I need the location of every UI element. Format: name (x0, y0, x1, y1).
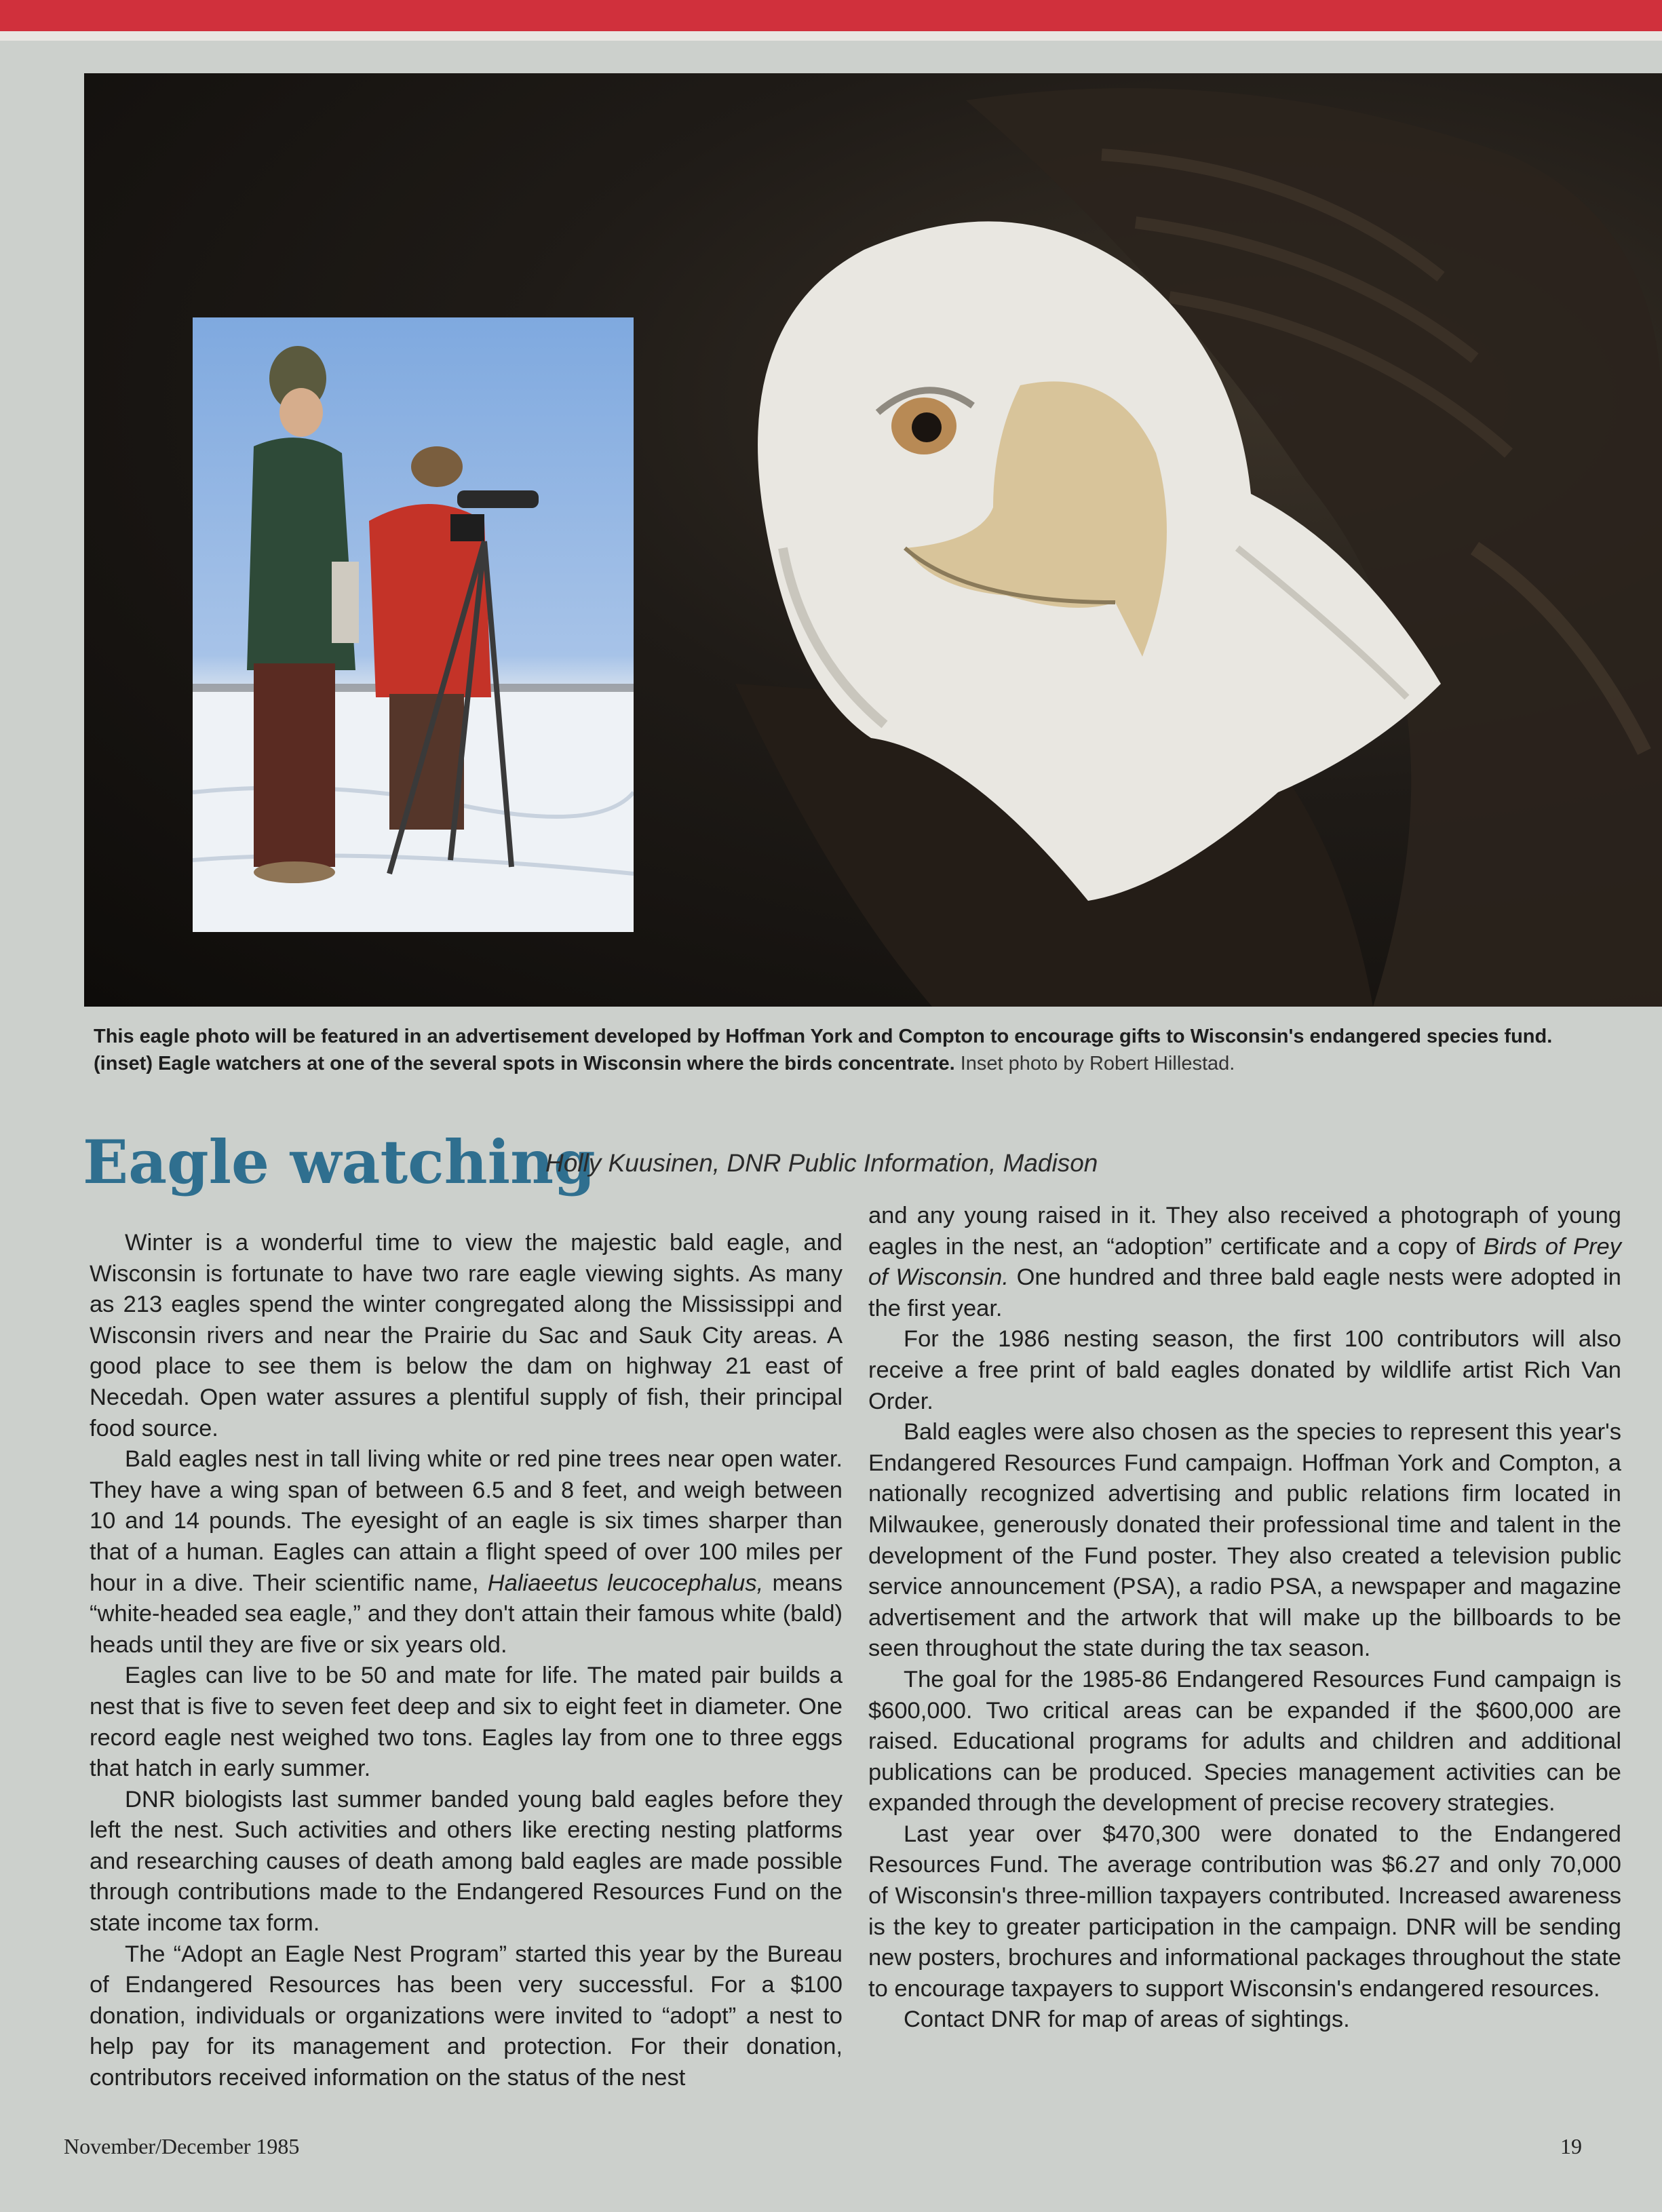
photo-credit: Inset photo by Robert Hillestad. (960, 1053, 1235, 1074)
article-column-right (868, 1201, 1621, 2036)
eagle-photo (84, 73, 1662, 1007)
paragraph: For the 1986 nesting season, the first 100 contributors will also receive a free print of bald eagles donated by wildlife artist Rich Van Order. (868, 1326, 1621, 1414)
top-color-bar (0, 0, 1662, 31)
paragraph: Eagles can live to be 50 and mate for life. The mated pair builds a nest that is five to seven feet deep and six to eight feet in diameter. One record eagle nest weighed two tons. Eagles lay from one to three eggs that hatch in early summer. (90, 1663, 843, 1782)
paragraph: The goal for the 1985-86 Endangered Resources Fund campaign is $600,000. Two critical areas can be expanded if the $600,000 are raised. Educational programs for adults and children and additional publications can be produced. Species management activities can be expanded through the development of precise recovery strategies. (868, 1666, 1621, 1817)
paragraph: Winter is a wonderful time to view the majestic bald eagle, and Wisconsin is fortunate to have two rare eagle viewing sights. As many as 213 eagles spend the winter congregated along the Mississippi and Wisconsin rivers and near the Prairie du Sac and Sauk City areas. A good place to see them is below the dam on highway 21 east of Necedah. Open water assures a plentiful supply of fish, their principal food source. (90, 1230, 843, 1441)
photo-caption (94, 1023, 1586, 1077)
paragraph: The “Adopt an Eagle Nest Program” started this year by the Bureau of Endangered Resources has been very successful. For a $100 donation, individuals or organizations were invited to “adopt” a nest to help pay for its management and protection. For their donation, contributors received information on the status of the nest (90, 1941, 843, 2091)
article-title: Eagle watching (83, 1127, 596, 1197)
top-white-band (0, 31, 1662, 41)
paragraph: and any young raised in it. They also received a photograph of young eagles in the nest, an “adoption” certificate and a copy of Birds of Prey of Wisconsin. One hundred and three bald eagle nests were adopted in the first year. (868, 1203, 1621, 1321)
paragraph: DNR biologists last summer banded young bald eagles before they left the nest. Such activities and others like erecting nesting platforms and researching causes of death among bald eagles are made possible through contributions made to the Endangered Resources Fund on the state income tax form. (90, 1786, 843, 1937)
page-number: 19 (1560, 2134, 1582, 2158)
issue-date: November/December 1985 (64, 2134, 300, 2158)
eagle-watchers-illustration (193, 317, 634, 932)
inset-photo-eagle-watchers (193, 317, 634, 932)
article-column-left (90, 1228, 843, 2094)
paragraph: Bald eagles were also chosen as the species to represent this year's Endangered Resources Fund campaign. Hoffman York and Compton, a nationally recognized advertising and public relations firm located in Milwaukee, generously donated their professional time and talent in the development of the Fund poster. They also created a television public service announcement (PSA), a radio PSA, a newspaper and magazine advertisement and the artwork that will make up the billboards to be seen throughout the state during the tax season. (868, 1419, 1621, 1662)
paragraph: Contact DNR for map of areas of sightings. (904, 2006, 1350, 2033)
book-title: Birds of Prey of Wisconsin. (868, 1233, 1621, 1291)
caption-text: This eagle photo will be featured in an advertisement developed by Hoffman York and Compton to encourage gifts to Wisconsin's endangered species fund. (inset) Eagle watchers at one of the several spots in Wisconsin where the birds concentrate. (94, 1026, 1553, 1074)
scientific-name: Haliaeetus leucocephalus, (487, 1570, 764, 1596)
paragraph: Bald eagles nest in tall living white or red pine trees near open water. They have a wing span of between 6.5 and 8 feet, and weigh between 10 and 14 pounds. The eyesight of an eagle is six times sharper than that of a human. Eagles can attain a flight speed of over 100 miles per hour in a dive. Their scientific name, Haliaeetus leucocephalus, means “white-headed sea eagle,” and they don't attain their famous white (bald) heads until they are five or six years old. (90, 1446, 843, 1658)
paragraph: Last year over $470,300 were donated to the Endangered Resources Fund. The average contribution was $6.27 and only 70,000 of Wisconsin's three-million taxpayers contributed. Increased awareness is the key to greater participation in the campaign. DNR will be sending new posters, brochures and informational packages throughout the state to encourage taxpayers to support Wisconsin's endangered resources. (868, 1821, 1621, 2002)
article-byline: Holly Kuusinen, DNR Public Information, Madison (545, 1149, 1098, 1177)
